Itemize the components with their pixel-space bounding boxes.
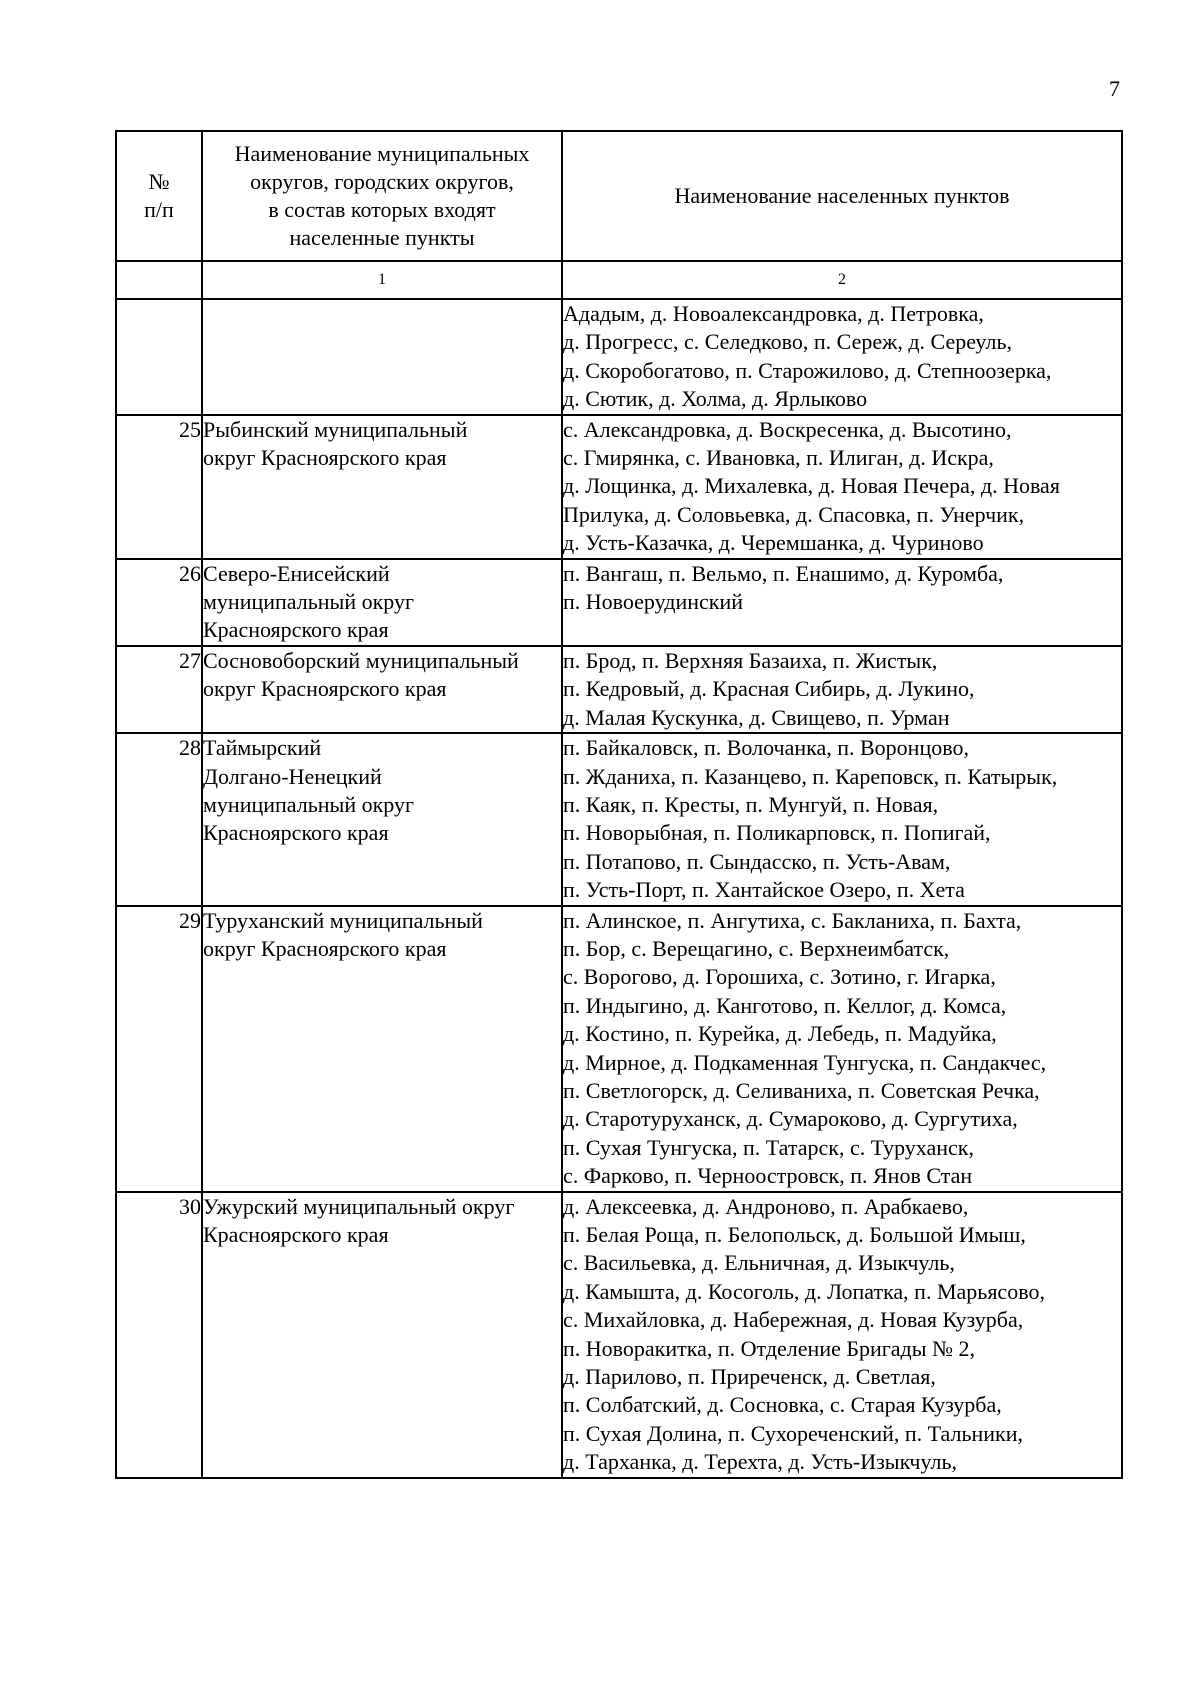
settlements-line: д. Малая Кускунка, д. Свищево, п. Урман bbox=[563, 704, 950, 730]
settlements-line: п. Сухая Долина, п. Сухореченский, п. Тальники, bbox=[563, 1420, 1024, 1446]
settlements-line: д. Лощинка, д. Михалевка, д. Новая Печера, д. Новая bbox=[563, 473, 1060, 499]
header-line: Наименование населенных пунктов bbox=[674, 183, 1010, 208]
municipality-name-line: Сосновоборский муниципальный bbox=[203, 647, 519, 673]
settlements-list bbox=[562, 733, 1122, 905]
table-row bbox=[116, 646, 1122, 733]
header-line: округов, городских округов, bbox=[250, 169, 514, 194]
settlements-line: п. Жданиха, п. Казанцево, п. Кареповск, п. Катырык, bbox=[563, 763, 1058, 789]
settlements-list bbox=[562, 906, 1122, 1192]
settlements-line: с. Ворогово, д. Горошиха, с. Зотино, г. Игарка, bbox=[563, 964, 996, 990]
header-line: № bbox=[148, 169, 170, 194]
row-number: 28 bbox=[116, 733, 202, 905]
municipality-name-line: муниципальный округ bbox=[203, 589, 415, 615]
header-line: населенные пункты bbox=[289, 225, 475, 250]
settlements-line: с. Михайловка, д. Набережная, д. Новая Кузурба, bbox=[563, 1307, 1024, 1333]
row-number bbox=[116, 299, 202, 415]
settlements-line: п. Белая Роща, п. Белопольск, д. Большой Имыш, bbox=[563, 1222, 1026, 1247]
column-index-number bbox=[116, 261, 202, 299]
municipality-name-line: округ Красноярского края bbox=[203, 445, 447, 471]
settlements-line: Прилука, д. Соловьевка, д. Спасовка, п. Унерчик, bbox=[563, 501, 1025, 527]
row-number: 26 bbox=[116, 559, 202, 646]
header-settlements bbox=[562, 131, 1122, 261]
header-line: п/п bbox=[144, 197, 174, 222]
settlements-line: п. Новоерудинский bbox=[563, 589, 743, 615]
settlements-line: п. Сухая Тунгуска, п. Татарск, с. Туруханск, bbox=[563, 1134, 974, 1160]
settlements-list bbox=[562, 299, 1122, 415]
municipality-name-line: Красноярского края bbox=[203, 820, 389, 846]
municipality-name bbox=[202, 906, 562, 1192]
settlements-line: п. Новоракитка, п. Отделение Бригады № 2, bbox=[563, 1335, 976, 1361]
settlements-line: п. Бор, с. Верещагино, с. Верхнеимбатск, bbox=[563, 935, 950, 961]
settlements-line: п. Новорыбная, п. Поликарповск, п. Попигай, bbox=[563, 820, 991, 846]
municipality-name-line: Туруханский муниципальный bbox=[203, 907, 483, 933]
table-row bbox=[116, 559, 1122, 646]
header-line: Наименование муниципальных bbox=[234, 141, 530, 166]
row-number: 27 bbox=[116, 646, 202, 733]
municipality-name-line: Рыбинский муниципальный bbox=[203, 416, 468, 442]
settlements-line: п. Алинское, п. Ангутиха, с. Бакланиха, п. Бахта, bbox=[563, 907, 1022, 933]
municipality-name-line: муниципальный округ bbox=[203, 791, 415, 817]
header-row bbox=[116, 131, 1122, 261]
column-index-municipality: 1 bbox=[202, 261, 562, 299]
settlements-list bbox=[562, 415, 1122, 559]
header-municipality bbox=[202, 131, 562, 261]
table-row bbox=[116, 906, 1122, 1192]
settlements-line: д. Скоробогатово, п. Старожилово, д. Степноозерка, bbox=[563, 357, 1052, 383]
municipality-name bbox=[202, 646, 562, 733]
settlements-line: д. Сютик, д. Холма, д. Ярлыково bbox=[563, 386, 868, 412]
header-number bbox=[116, 131, 202, 261]
column-index-row bbox=[116, 261, 1122, 299]
municipality-name-line: округ Красноярского края bbox=[203, 935, 447, 961]
settlements-list bbox=[562, 559, 1122, 646]
table-row bbox=[116, 299, 1122, 415]
row-number: 29 bbox=[116, 906, 202, 1192]
settlements-line: д. Прогресс, с. Селедково, п. Сереж, д. Сереуль, bbox=[563, 329, 1012, 355]
settlements-line: п. Усть-Порт, п. Хантайское Озеро, п. Хета bbox=[563, 877, 965, 903]
settlements-line: д. Костино, п. Курейка, д. Лебедь, п. Мадуйка, bbox=[563, 1021, 997, 1047]
row-number: 25 bbox=[116, 415, 202, 559]
settlements-line: п. Кедровый, д. Красная Сибирь, д. Лукино, bbox=[563, 676, 975, 702]
settlements-line: д. Алексеевка, д. Андроново, п. Арабкаево, bbox=[563, 1193, 969, 1219]
row-number: 30 bbox=[116, 1192, 202, 1478]
column-index-settlements: 2 bbox=[562, 261, 1122, 299]
settlements-line: п. Индыгино, д. Канготово, п. Келлог, д. Комса, bbox=[563, 992, 1007, 1018]
municipality-name-line: Долгано-Ненецкий bbox=[203, 763, 382, 789]
settlements-list bbox=[562, 1192, 1122, 1478]
municipality-name bbox=[202, 299, 562, 415]
settlements-line: с. Васильевка, д. Ельничная, д. Изыкчуль, bbox=[563, 1250, 955, 1276]
settlements-line: п. Каяк, п. Кресты, п. Мунгуй, п. Новая, bbox=[563, 791, 939, 817]
municipality-name-line: округ Красноярского края bbox=[203, 676, 447, 702]
header-line: в состав которых входят bbox=[268, 197, 496, 222]
settlements-line: с. Фарково, п. Черноостровск, п. Янов Стан bbox=[563, 1163, 973, 1189]
settlements-line: д. Тарханка, д. Терехта, д. Усть-Изыкчуль, bbox=[563, 1449, 958, 1475]
settlements-line: д. Парилово, п. Приреченск, д. Светлая, bbox=[563, 1364, 936, 1390]
municipality-name-line: Ужурский муниципальный округ bbox=[203, 1193, 515, 1219]
municipality-name bbox=[202, 559, 562, 646]
municipality-name bbox=[202, 415, 562, 559]
municipality-name-line: Северо-Енисейский bbox=[203, 560, 390, 586]
settlements-line: д. Мирное, д. Подкаменная Тунгуска, п. Сандакчес, bbox=[563, 1049, 1047, 1075]
settlements-line: п. Вангаш, п. Вельмо, п. Енашимо, д. Куромба, bbox=[563, 560, 1004, 586]
settlements-line: д. Старотуруханск, д. Сумароково, д. Сургутиха, bbox=[563, 1106, 1018, 1132]
settlements-line: п. Брод, п. Верхняя Базаиха, п. Жистык, bbox=[563, 647, 938, 673]
municipality-name bbox=[202, 1192, 562, 1478]
settlements-line: с. Гмирянка, с. Ивановка, п. Илиган, д. Искра, bbox=[563, 445, 994, 471]
settlements-line: п. Солбатский, д. Сосновка, с. Старая Кузурба, bbox=[563, 1392, 1002, 1418]
municipality-name-line: Таймырский bbox=[203, 735, 322, 761]
settlements-line: п. Потапово, п. Сындасско, п. Усть-Авам, bbox=[563, 848, 951, 874]
settlements-list bbox=[562, 646, 1122, 733]
municipality-name-line: Красноярского края bbox=[203, 617, 389, 643]
settlements-line: п. Светлогорск, д. Селиваниха, п. Советская Речка, bbox=[563, 1077, 1040, 1103]
municipality-name-line: Красноярского края bbox=[203, 1222, 389, 1247]
table-row bbox=[116, 733, 1122, 905]
table-body bbox=[116, 299, 1122, 1478]
table-row bbox=[116, 1192, 1122, 1478]
municipality-name bbox=[202, 733, 562, 905]
settlements-line: д. Усть-Казачка, д. Черемшанка, д. Чуриново bbox=[563, 530, 984, 556]
settlements-table bbox=[115, 130, 1123, 1479]
settlements-line: Ададым, д. Новоалександровка, д. Петровка, bbox=[563, 301, 984, 326]
settlements-line: п. Байкаловск, п. Волочанка, п. Воронцово, bbox=[563, 735, 969, 761]
page-number: 7 bbox=[1109, 76, 1120, 101]
table-row bbox=[116, 415, 1122, 559]
settlements-line: с. Александровка, д. Воскресенка, д. Высотино, bbox=[563, 416, 1012, 442]
settlements-line: д. Камышта, д. Косоголь, д. Лопатка, п. Марьясово, bbox=[563, 1278, 1045, 1304]
